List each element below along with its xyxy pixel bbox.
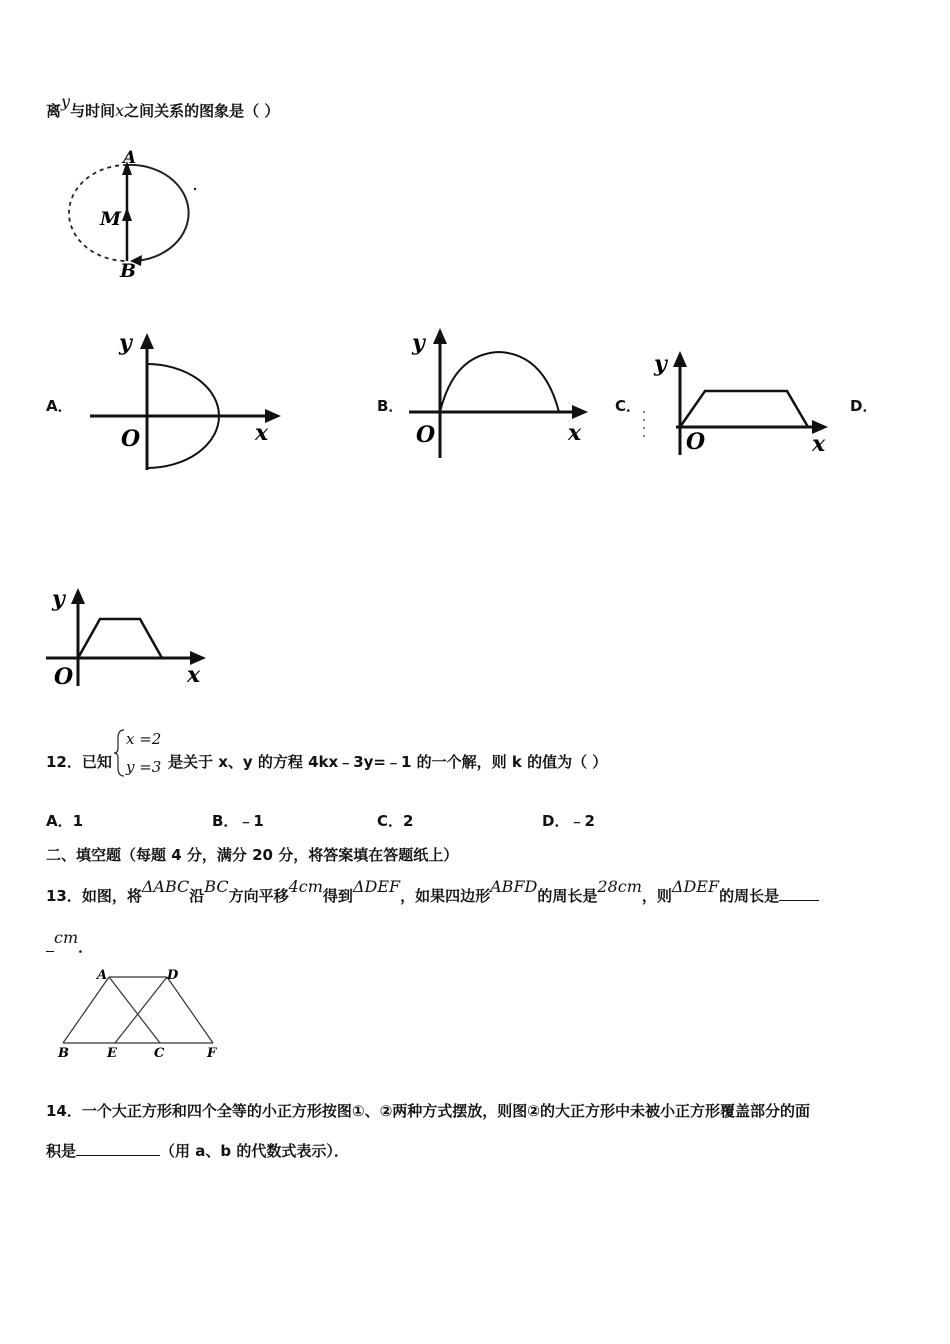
q13-text-6: ，则	[641, 887, 672, 905]
diameter-arrow-mid	[122, 207, 132, 221]
q11-stem-mid: 与时间	[70, 102, 116, 120]
x-axis-arrow	[572, 405, 588, 419]
q13-text-2: 方向平移	[228, 887, 289, 905]
q14-answer-blank[interactable]	[76, 1139, 160, 1156]
x-label: x	[187, 662, 201, 688]
q11-option-d-label[interactable]: D．	[850, 397, 878, 415]
q13-text-7: 的周长是	[719, 887, 780, 905]
q11-var-y: y	[61, 92, 71, 111]
q11-stem-prefix: 离	[46, 102, 62, 120]
q11-stem-suffix: 之间关系的图象是（ ）	[124, 102, 280, 120]
q11-stem	[46, 92, 280, 121]
q12-system-line2: y =3	[126, 758, 162, 776]
circle-motion-figure	[62, 145, 212, 280]
q11-option-c-graph[interactable]	[636, 345, 846, 460]
q13-triangle-def: ΔDEF	[352, 877, 401, 896]
y-axis-arrow	[71, 588, 85, 604]
origin-label: O	[416, 422, 436, 448]
point-dot	[194, 188, 196, 190]
q11-option-a-label[interactable]: A．	[46, 397, 73, 415]
trapezoid-curve	[78, 619, 162, 658]
y-axis-arrow	[433, 328, 447, 344]
x-label: x	[255, 420, 269, 446]
q13-unit: cm	[54, 928, 79, 947]
segment-de	[115, 977, 167, 1043]
origin-label: O	[121, 426, 141, 452]
label-d: D	[167, 968, 179, 983]
label-b: B	[58, 1046, 69, 1061]
q13-number: 13．如图，将	[46, 887, 142, 905]
q14-line2	[46, 1139, 349, 1161]
q13-answer-blank-cont[interactable]	[46, 935, 54, 952]
q14-line1: 14．一个大正方形和四个全等的小正方形按图①、②两种方式摆放，则图②的大正方形中未被小正方形覆盖部分的面	[46, 1102, 810, 1120]
q13-answer-blank[interactable]	[779, 884, 819, 901]
q13-triangle-abc: ΔABC	[141, 877, 190, 896]
q11-var-x: x	[115, 101, 125, 120]
q13-perimeter: 28cm	[597, 877, 642, 896]
label-e: E	[107, 1046, 117, 1061]
q13-text-1: 沿	[189, 887, 205, 905]
y-axis-arrow	[673, 351, 687, 367]
q11-option-d-graph[interactable]	[42, 582, 217, 692]
segment-df	[167, 977, 213, 1043]
q12-option-b[interactable]: B．﹣1	[212, 812, 264, 830]
solid-right-arc	[127, 165, 189, 261]
q12-system-brace	[114, 728, 126, 778]
arc-curve	[440, 352, 559, 412]
origin-label: O	[686, 429, 706, 455]
x-label: x	[568, 420, 582, 446]
q13-text-3: 得到	[322, 887, 353, 905]
y-label: y	[119, 330, 132, 356]
q13-segment-bc: BC	[204, 877, 229, 896]
q11-option-c-label[interactable]: C．	[615, 397, 642, 415]
label-b: B	[120, 260, 137, 280]
y-label: y	[412, 330, 425, 356]
q11-option-b-graph[interactable]	[404, 322, 604, 467]
segment-ac	[109, 977, 160, 1043]
label-c: C	[154, 1046, 165, 1061]
q13-line2	[46, 928, 94, 957]
origin-label: O	[54, 664, 74, 690]
q14-line2-start: 积是	[46, 1142, 77, 1160]
translation-figure	[55, 965, 225, 1063]
label-a: A	[123, 148, 137, 168]
q14-line2-end: （用 a、b 的代数式表示）．	[160, 1142, 349, 1160]
label-m: M	[100, 208, 122, 230]
segment-ab	[63, 977, 109, 1043]
q13-end: ．	[78, 938, 94, 956]
label-f: F	[207, 1046, 217, 1061]
q12-stem: 是关于 x、y 的方程 4kx﹣3y=﹣1 的一个解，则 k 的值为（ ）	[168, 753, 608, 771]
q12-option-a[interactable]: A．1	[46, 812, 84, 830]
q13-distance: 4cm	[288, 877, 323, 896]
label-a: A	[97, 968, 108, 983]
y-axis-arrow	[140, 333, 154, 349]
q11-option-b-label[interactable]: B．	[377, 397, 404, 415]
q12-system-line1: x =2	[126, 730, 162, 748]
q13-text-4: ，如果四边形	[400, 887, 491, 905]
q12-option-d[interactable]: D．﹣2	[542, 812, 595, 830]
trapezoid-curve	[680, 391, 808, 427]
q13-triangle-def-2: ΔDEF	[671, 877, 720, 896]
q13-text-5: 的周长是	[537, 887, 598, 905]
q13-line1	[46, 877, 819, 906]
q11-option-a-graph[interactable]	[85, 328, 295, 478]
q12-number: 12．已知	[46, 753, 112, 771]
section-heading: 二、填空题（每题 4 分，满分 20 分，将答案填在答题纸上）	[46, 846, 459, 864]
y-label: y	[52, 586, 65, 612]
q13-quad-abfd: ABFD	[490, 877, 538, 896]
y-label: y	[654, 351, 667, 377]
x-label: x	[812, 431, 826, 457]
q12-option-c[interactable]: C．2	[377, 812, 414, 830]
